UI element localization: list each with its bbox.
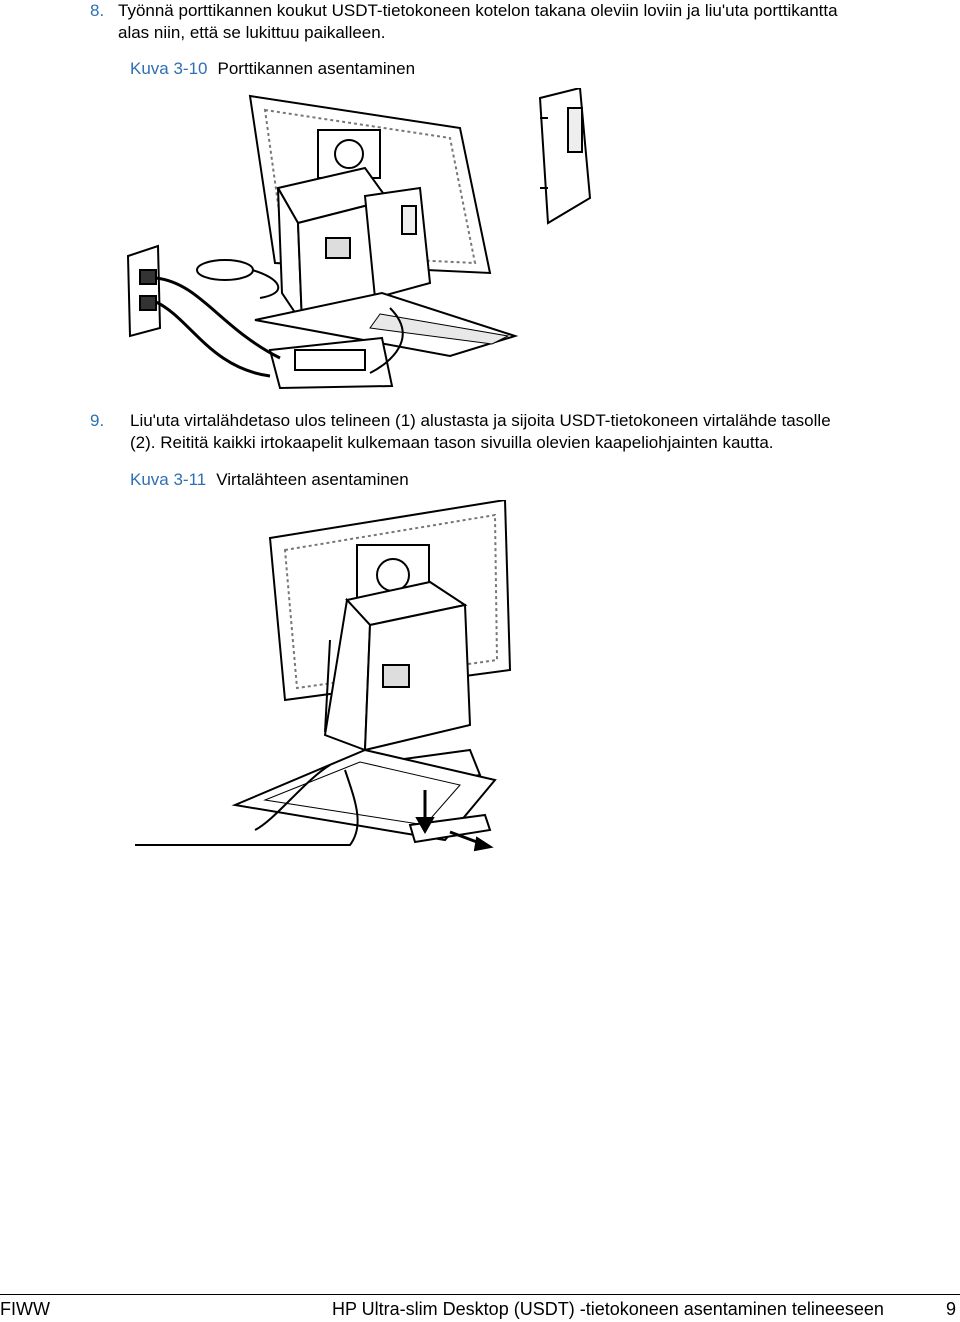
port-cover-drawing [120,88,600,393]
figure-caption [130,469,409,491]
figure-caption [130,58,415,80]
figure-label: Kuva 3-11 [130,470,207,489]
footer-left-label: FIWW [0,1299,50,1319]
step-text-line-2: (2). Reititä kaikki irtokaapelit kulkemaan tason sivuilla olevien kaapeliohjainten kautta. [130,433,774,452]
figure-title: Virtalähteen asentaminen [216,470,409,489]
step-text-line-1: Liu'uta virtalähdetaso ulos telineen (1) alustasta ja sijoita USDT-tietokoneen virtalähde tasolle [130,411,831,430]
figure-title: Porttikannen asentaminen [217,59,416,78]
figure-label: Kuva 3-10 [130,59,208,78]
step-text-line-1: Työnnä porttikannen koukut USDT-tietokoneen kotelon takana oleviin loviin ja liu'uta porttikantta [118,1,838,20]
figure-power-supply-illustration [125,500,525,865]
footer-divider [0,1294,960,1295]
power-supply-drawing [125,500,525,865]
figure-port-cover-illustration [120,88,600,393]
step-8 [0,0,960,44]
step-number: 9. [90,411,105,430]
step-text-line-2: alas niin, että se lukittuu paikalleen. [118,23,386,42]
footer-title: HP Ultra-slim Desktop (USDT) -tietokoneen asentaminen telineeseen [332,1299,884,1319]
step-number: 8. [90,1,105,20]
page-number: 9 [945,1299,956,1319]
step-9 [0,410,960,454]
